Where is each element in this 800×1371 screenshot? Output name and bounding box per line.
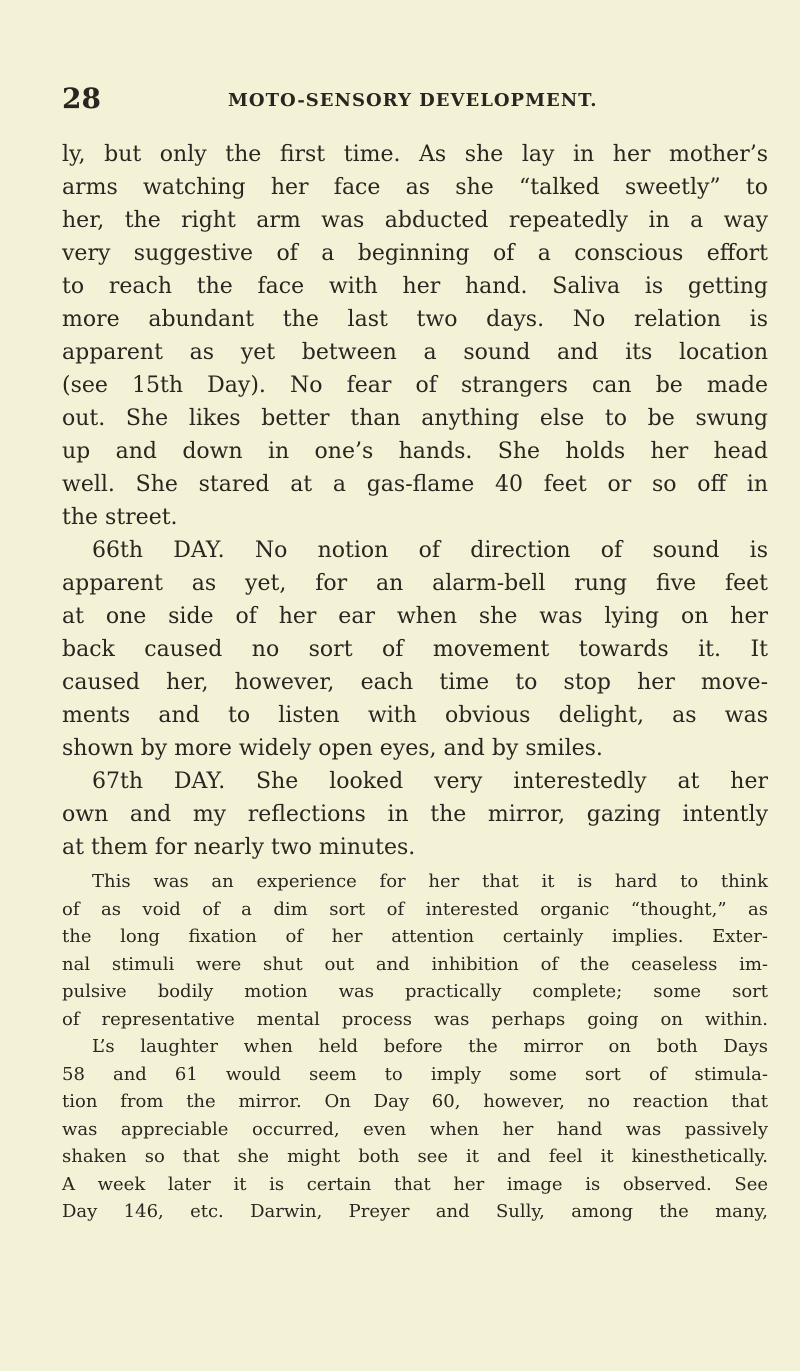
note-line: This was an experience for her that it is hard to think — [92, 871, 768, 892]
text-line: at them for nearly two minutes. — [62, 835, 416, 860]
note-text — [62, 868, 768, 1226]
text-line: 66th DAY. No notion of direction of sound is — [92, 538, 768, 563]
note-line: tion from the mirror. On Day 60, however, no reaction that — [62, 1091, 768, 1112]
text-line: caused her, however, each time to stop her move- — [62, 670, 768, 695]
text-line: apparent as yet between a sound and its location — [62, 340, 768, 365]
text-line: to reach the face with her hand. Saliva is getting — [62, 274, 768, 299]
text-line: own and my reflections in the mirror, gazing intently — [62, 802, 768, 827]
note-line: of as void of a dim sort of interested organic “thought,” as — [62, 898, 768, 920]
text-line: shown by more widely open eyes, and by smiles. — [62, 736, 603, 761]
note-line: nal stimuli were shut out and inhibition of the ceaseless im- — [62, 953, 768, 975]
text-line: at one side of her ear when she was lying on her — [62, 604, 768, 629]
main-text — [62, 138, 768, 864]
note-line: was appreciable occurred, even when her hand was passively — [62, 1118, 768, 1140]
text-line: apparent as yet, for an alarm-bell rung five feet — [62, 571, 768, 596]
book-page — [62, 80, 768, 1226]
text-line: (see 15th Day). No fear of strangers can be made — [62, 373, 768, 398]
text-line: her, the right arm was abducted repeatedly in a way — [62, 208, 768, 233]
text-line: up and down in one’s hands. She holds her head — [62, 439, 768, 464]
text-line: arms watching her face as she “talked sweetly” to — [62, 175, 768, 200]
text-line: well. She stared at a gas-flame 40 feet or so off in — [62, 472, 768, 497]
note-line: pulsive bodily motion was practically complete; some sort — [62, 981, 768, 1002]
text-line: out. She likes better than anything else to be swung — [62, 406, 768, 431]
note-line: of representative mental process was perhaps going on within. — [62, 1008, 768, 1030]
text-line: the street. — [62, 505, 178, 530]
note-line: L’s laughter when held before the mirror on both Days — [92, 1036, 768, 1057]
page-number: 28 — [62, 82, 101, 115]
note-line: 58 and 61 would seem to imply some sort of stimula- — [62, 1063, 768, 1085]
note-line: A week later it is certain that her image is observed. See — [62, 1173, 768, 1195]
note-line: the long fixation of her attention certainly implies. Exter- — [62, 926, 768, 947]
text-line: very suggestive of a beginning of a conscious effort — [62, 241, 768, 266]
note-line: shaken so that she might both see it and feel it kinesthetically. — [62, 1146, 768, 1167]
text-line: back caused no sort of movement towards it. It — [62, 637, 768, 662]
text-line: 67th DAY. She looked very interestedly at her — [92, 769, 768, 794]
running-head: MOTO-SENSORY DEVELOPMENT. — [228, 90, 598, 111]
note-line: Day 146, etc. Darwin, Preyer and Sully, among the many, — [62, 1201, 768, 1222]
text-line: ly, but only the first time. As she lay in her mother’s — [62, 142, 768, 167]
page-header — [62, 80, 768, 120]
text-line: ments and to listen with obvious delight, as was — [62, 703, 768, 728]
text-line: more abundant the last two days. No relation is — [62, 307, 768, 332]
